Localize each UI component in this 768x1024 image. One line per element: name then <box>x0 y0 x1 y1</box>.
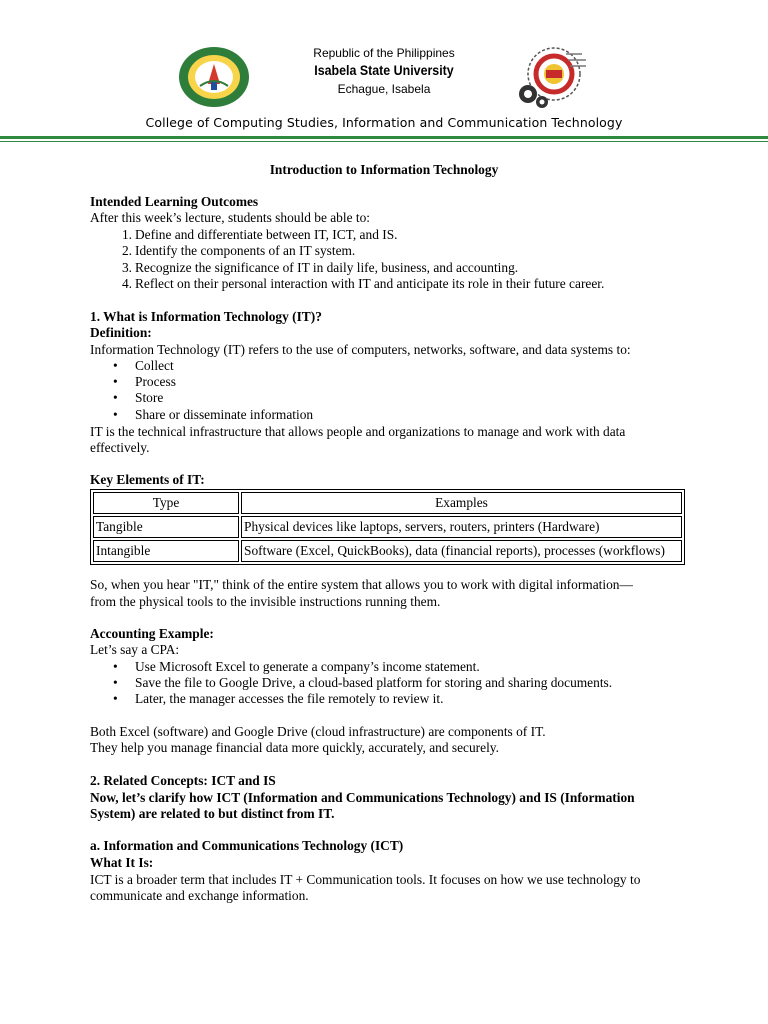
header-college: College of Computing Studies, Information and Communication Technology <box>145 115 623 130</box>
list-item: Define and differentiate between IT, ICT, and IS. <box>135 227 398 242</box>
table-cell: Intangible <box>93 540 239 562</box>
table-cell: Physical devices like laptops, servers, routers, printers (Hardware) <box>241 516 682 538</box>
list-item: Reflect on their personal interaction with IT and anticipate its role in their future career. <box>135 276 605 291</box>
table-cell: Software (Excel, QuickBooks), data (financial reports), processes (workflows) <box>241 540 682 562</box>
infra-text-line2: effectively. <box>90 440 150 455</box>
ict-text-line2: communicate and exchange information. <box>90 888 309 903</box>
bullet-icon: • <box>113 374 118 389</box>
section2-heading: 2. Related Concepts: ICT and IS <box>90 773 276 788</box>
accounting-intro: Let’s say a CPA: <box>90 642 180 657</box>
definition-label: Definition: <box>90 325 152 340</box>
definition-text: Information Technology (IT) refers to the use of computers, networks, software, and data systems to: <box>90 342 631 357</box>
list-item: Save the file to Google Drive, a cloud-based platform for storing and sharing documents. <box>135 675 613 690</box>
list-number: 4. <box>121 276 132 291</box>
list-number: 1. <box>121 227 132 242</box>
table-row <box>93 540 682 562</box>
bullet-icon: • <box>113 407 118 422</box>
list-item: Process <box>135 374 176 389</box>
table-row <box>93 516 682 538</box>
infra-text-line1: IT is the technical infrastructure that allows people and organizations to manage and work with data <box>90 424 626 439</box>
ict-text-line1: ICT is a broader term that includes IT + Communication tools. It focuses on how we use technology to <box>90 872 641 887</box>
table-header-row <box>93 492 682 514</box>
list-item: Store <box>135 390 164 405</box>
header-university: Isabela State University <box>314 63 454 78</box>
ilo-heading: Intended Learning Outcomes <box>90 194 259 209</box>
list-item: Later, the manager accesses the file remotely to review it. <box>135 691 444 706</box>
bullet-icon: • <box>113 691 118 706</box>
list-item: Use Microsoft Excel to generate a company’s income statement. <box>135 659 480 674</box>
bullet-icon: • <box>113 659 118 674</box>
list-item: Share or disseminate information <box>135 407 314 422</box>
table-header-cell: Type <box>93 492 239 514</box>
section2-subheading-line1: Now, let’s clarify how ICT (Information and Communications Technology) and IS (Information <box>90 790 635 805</box>
list-number: 3. <box>121 260 132 275</box>
list-number: 2. <box>121 243 132 258</box>
so-text-line2: from the physical tools to the invisible instructions running them. <box>90 594 441 609</box>
table-cell: Tangible <box>93 516 239 538</box>
header-rule-thin <box>0 141 768 142</box>
list-item: Identify the components of an IT system. <box>135 243 356 258</box>
section1-heading: 1. What is Information Technology (IT)? <box>90 309 322 324</box>
what-it-is-label: What It Is: <box>90 855 154 870</box>
bullet-icon: • <box>113 675 118 690</box>
header-rule-thick <box>0 136 768 139</box>
list-item: Collect <box>135 358 174 373</box>
table-header-cell: Examples <box>241 492 682 514</box>
bullet-icon: • <box>113 358 118 373</box>
key-elements-heading: Key Elements of IT: <box>90 472 205 487</box>
header-location: Echague, Isabela <box>337 82 431 96</box>
so-text-line1: So, when you hear "IT," think of the entire system that allows you to work with digital information— <box>90 577 633 592</box>
both-text-line2: They help you manage financial data more quickly, accurately, and securely. <box>90 740 499 755</box>
document-title: Introduction to Information Technology <box>269 162 499 177</box>
accounting-heading: Accounting Example: <box>90 626 214 641</box>
bullet-icon: • <box>113 390 118 405</box>
key-elements-table <box>90 489 685 565</box>
section2-subheading-line2: System) are related to but distinct from IT. <box>90 806 335 821</box>
ict-heading: a. Information and Communications Technology (ICT) <box>90 838 404 853</box>
list-item: Recognize the significance of IT in daily life, business, and accounting. <box>135 260 519 275</box>
both-text-line1: Both Excel (software) and Google Drive (cloud infrastructure) are components of IT. <box>90 724 546 739</box>
header-republic: Republic of the Philippines <box>313 46 455 60</box>
ilo-intro: After this week’s lecture, students should be able to: <box>90 210 371 225</box>
